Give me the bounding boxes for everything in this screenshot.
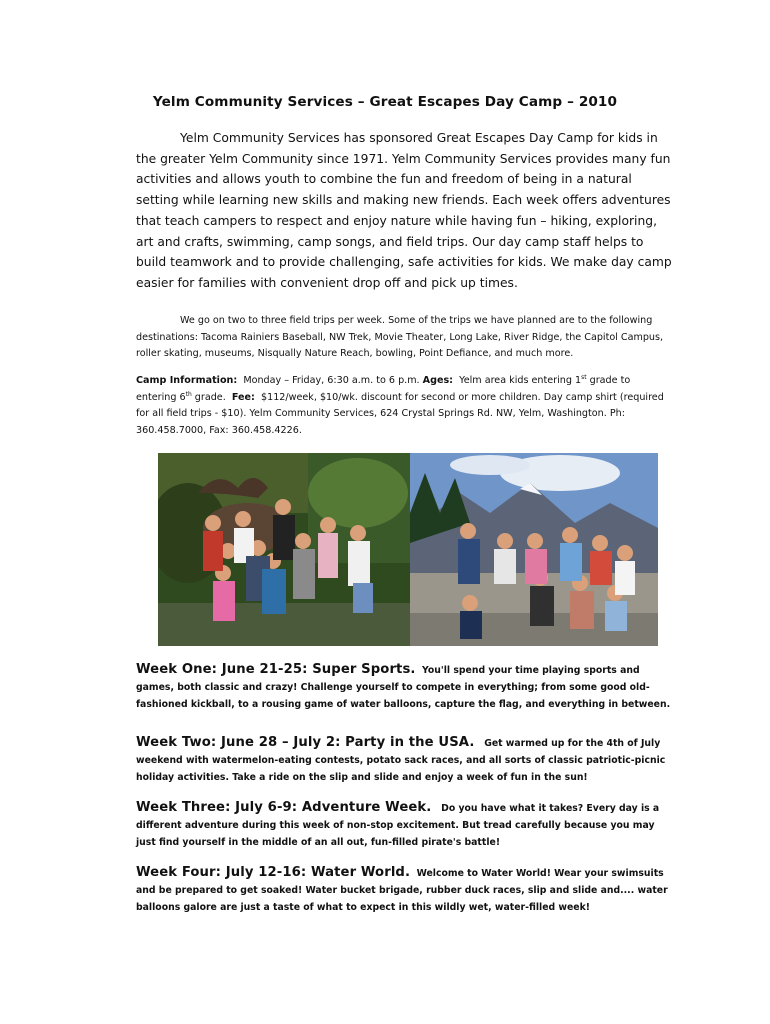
week-two-heading: Week Two: June 28 – July 2: Party in the USA. [136,735,475,750]
week-three-heading: Week Three: July 6-9: Adventure Week. [136,800,432,815]
ages-label: Ages: [422,375,454,386]
week-one-text: You'll spend your time playing sports and games, both classic and crazy! Challenge yourself to compete in everything; from some good old-fashioned kickball, to a rousing game of water balloons, capture the flag, and everything in between. [136,665,671,710]
intro-paragraph: Yelm Community Services has sponsored Great Escapes Day Camp for kids in the greater Yelm Community since 1971. Yelm Community Services provides many fun activities and allows youth to combine the fun and freedom of being in a natural setting while learning new skills and making new friends. Each week offers adventures that teach campers to respect and enjoy nature while having fun – hiking, exploring, art and crafts, swimming, camp songs, and field trips. Our day camp staff helps to build teamwork and to provide challenging, safe activities for kids. We make day camp easier for families with convenient drop off and pick up times. [136,131,672,290]
ages-text-a: Yelm area kids entering 1 [459,375,582,386]
ages-sup-a: st [581,373,587,381]
ages-sup-b: th [185,390,192,398]
week-four-heading: Week Four: July 12-16: Water World. [136,865,411,880]
week-one-heading: Week One: June 21-25: Super Sports. [136,662,416,677]
week-one-section [136,661,676,713]
camp-hours-text: Monday – Friday, 6:30 a.m. to 6 p.m. [243,375,420,386]
campers-with-moose-statue-photo [158,453,410,646]
camp-information-paragraph [136,373,672,439]
week-three-section [136,799,676,851]
field-trips-paragraph: We go on two to three field trips per week. Some of the trips we have planned are to the following destinations: Tacoma Rainiers Baseball, NW Trek, Movie Theater, Long Lake, River Ridge, the Capitol Campus, roller skating, museums, Nisqually Nature Reach, bowling, Point Defiance, and much more. [136,315,664,360]
week-two-text: Get warmed up for the 4th of July weekend with watermelon-eating contests, potato sack races, and all sorts of classic patriotic-picnic holiday activities. Take a ride on the slip and slide and enjoy a week of fun in the sun! [136,738,666,783]
camp-photos [158,453,658,646]
week-four-section [136,864,676,916]
campers-with-mountain-view-photo [410,453,658,646]
week-two-section [136,734,676,786]
camp-info-label: Camp Information: [136,375,238,386]
fee-text: $112/week, $10/wk. discount for second or more children. Day camp shirt (required for all field trips - $10). Yelm Community Services, 624 Crystal Springs Rd. NW, Yelm, Washington. Ph: 360.458.7000, Fax: 360.458.4226. [136,391,664,436]
fee-label: Fee: [231,391,255,403]
week-three-text: Do you have what it takes? Every day is a different adventure during this week of non-stop excitement. But tread carefully because you may just find yourself in the middle of an all out, fun-filled pirate's battle! [136,803,660,848]
ages-text-b: grade to entering 6 [136,375,631,403]
week-four-text: Welcome to Water World! Wear your swimsuits and be prepared to get soaked! Water bucket brigade, rubber duck races, slip and slide and.... water balloons galore are just a taste of what to expect in this wildly wet, water-filled week! [136,868,668,913]
ages-text-c: grade. [191,391,226,403]
page-title: Yelm Community Services – Great Escapes Day Camp – 2010 [152,94,618,110]
